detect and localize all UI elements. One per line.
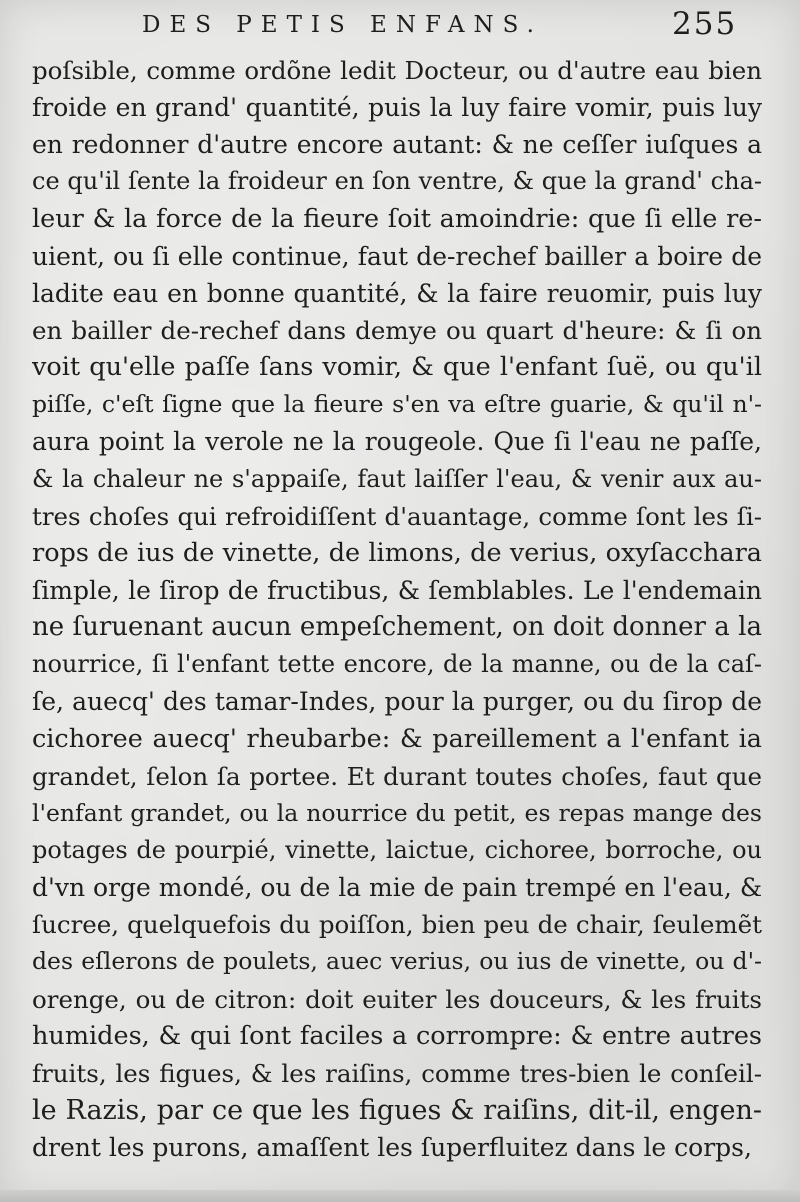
- text-line: poſsible, comme ordõne ledit Docteur, ou d'autre eau bien: [32, 56, 762, 85]
- text-line: le Razis, par ce que les figues & raiſins, dit-il, engen-: [32, 1094, 762, 1126]
- text-line: ne ſuruenant aucun empeſchement, on doit donner a la: [32, 612, 762, 643]
- text-line: aura point la verole ne la rougeole. Que ſi l'eau ne paſſe,: [32, 427, 762, 457]
- text-line: ſimple, le ſirop de fructibus, & ſemblables. Le l'endemain: [32, 575, 762, 605]
- text-line: ladite eau en bonne quantité, & la faire reuomir, puis luy: [32, 278, 762, 308]
- text-line: cichoree auecq' rheubarbe: & pareillement a l'enfant ia: [32, 723, 762, 754]
- text-line: potages de pourpié, vinette, laictue, cichoree, borroche, ou: [32, 835, 762, 864]
- text-line: en redonner d'autre encore autant: & ne ceſſer iuſques a: [32, 130, 762, 160]
- text-line: ſe, auecq' des tamar-Indes, pour la purger, ou du ſirop de: [32, 687, 762, 717]
- running-head-title: DES PETIS ENFANS.: [142, 12, 543, 38]
- text-line: drent les purons, amaſſent les ſuperfluitez dans le corps,: [32, 1133, 752, 1163]
- text-line: voit qu'elle paſſe ſans vomir, & que l'enfant ſuë, ou qu'il: [32, 352, 762, 383]
- text-line: ſucree, quelquefois du poiſſon, bien peu de chair, ſeulemẽt: [32, 910, 762, 940]
- body-text: [32, 52, 762, 1166]
- page-number: 255: [672, 6, 738, 42]
- text-line: uient, ou ſi elle continue, faut de-rechef bailler a boire de: [32, 241, 762, 271]
- text-line: rops de ius de vinette, de limons, de verius, oxyſacchara: [32, 537, 762, 568]
- text-line: d'vn orge mondé, ou de la mie de pain trempé en l'eau, &: [32, 873, 762, 903]
- text-line: fruits, les figues, & les raiſins, comme tres-bien le conſeil-: [32, 1058, 762, 1088]
- page-bottom-edge: [0, 1190, 800, 1202]
- text-line: humides, & qui ſont faciles a corrompre: & entre autres: [32, 1020, 762, 1051]
- text-line: en bailler de-rechef dans demye ou quart d'heure: & ſi on: [32, 315, 762, 345]
- text-line: froide en grand' quantité, puis la luy faire vomir, puis luy: [32, 93, 762, 123]
- text-line: tres choſes qui refroidiſſent d'auantage, comme ſont les ſi-: [32, 501, 762, 531]
- text-line: ce qu'il ſente la froideur en ſon ventre, & que la grand' cha-: [32, 167, 762, 196]
- text-line: orenge, ou de citron: doit euiter les douceurs, & les fruits: [32, 984, 762, 1014]
- text-line: & la chaleur ne s'appaiſe, faut laiſſer l'eau, & venir aux au-: [32, 464, 762, 493]
- text-line: piſſe, c'eſt ſigne que la fieure s'en va eſtre guarie, & qu'il n'-: [32, 390, 762, 419]
- running-head: [0, 4, 800, 44]
- text-line: des eſlerons de poulets, auec verius, ou ius de vinette, ou d'-: [32, 947, 762, 976]
- text-line: grandet, ſelon ſa portee. Et durant toutes choſes, faut que: [32, 761, 762, 791]
- text-line: leur & la force de la fieure ſoit amoindrie: que ſi elle re-: [32, 203, 762, 234]
- text-line: nourrice, ſi l'enfant tette encore, de la manne, ou de la caſ-: [32, 650, 762, 679]
- text-line: l'enfant grandet, ou la nourrice du petit, es repas mange des: [32, 798, 762, 827]
